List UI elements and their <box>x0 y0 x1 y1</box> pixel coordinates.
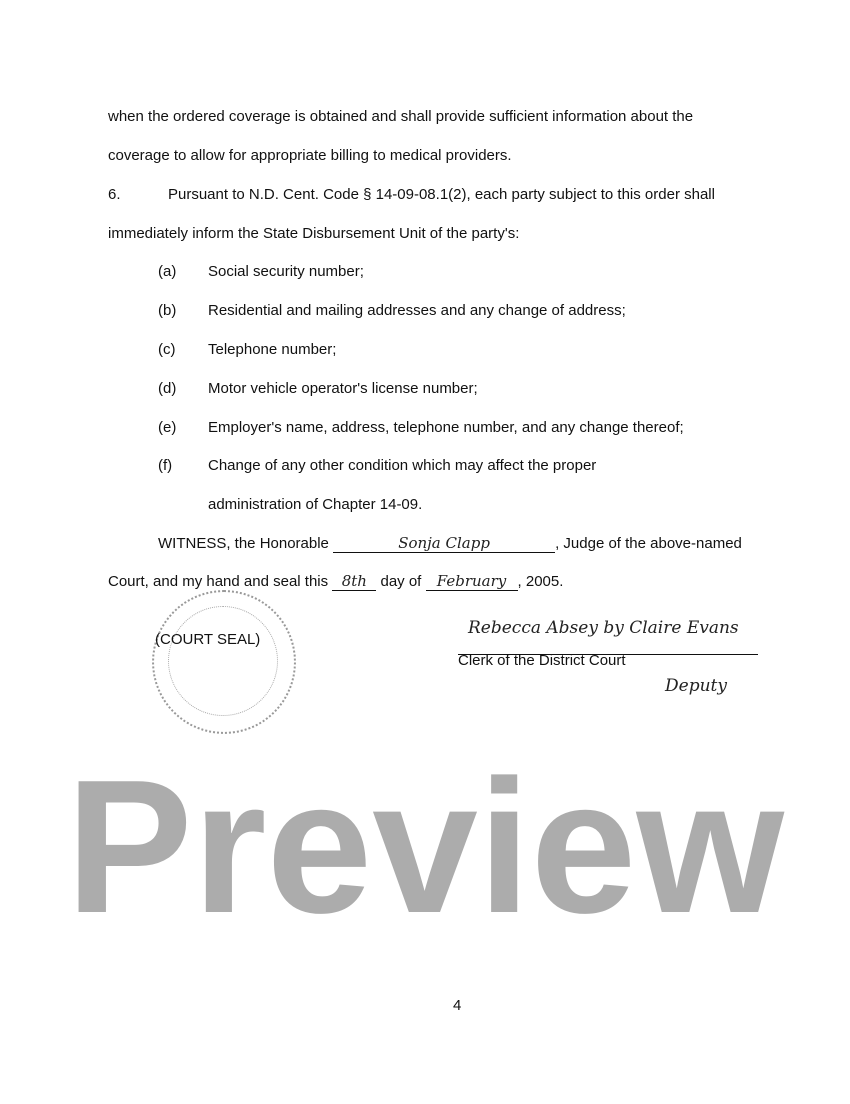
court-seal-stamp <box>152 590 296 734</box>
witness-line <box>158 534 742 553</box>
list-item-continuation: administration of Chapter 14-09. <box>208 496 423 513</box>
witness-suffix: , Judge of the above-named <box>555 535 742 552</box>
list-marker: (b) <box>158 302 177 319</box>
list-marker: (c) <box>158 341 176 358</box>
court-seal-label: (COURT SEAL) <box>155 631 261 648</box>
day-handwritten: 8th <box>332 572 376 591</box>
list-item: Telephone number; <box>208 341 337 358</box>
clerk-signature: Rebecca Absey by Claire Evans <box>468 618 739 638</box>
list-item: Residential and mailing addresses and any change of address; <box>208 302 626 319</box>
day-of-label: day of <box>380 573 422 590</box>
witness-prefix: WITNESS, the Honorable <box>158 535 329 552</box>
paragraph-line: coverage to allow for appropriate billing to medical providers. <box>108 147 512 164</box>
year: , 2005. <box>517 573 564 590</box>
list-marker: (d) <box>158 380 177 397</box>
judge-name-handwritten: Sonja Clapp <box>333 534 555 553</box>
paragraph-line: when the ordered coverage is obtained and shall provide sufficient information about the <box>108 108 694 125</box>
month-handwritten: February <box>426 572 518 591</box>
list-item: Change of any other condition which may affect the proper <box>208 457 597 474</box>
list-marker: (e) <box>158 419 177 436</box>
preview-watermark: Preview <box>65 741 785 953</box>
paragraph-line: immediately inform the State Disbursement Unit of the party's: <box>108 225 520 242</box>
clerk-title: Clerk of the District Court <box>458 652 626 669</box>
list-marker: (f) <box>158 457 173 474</box>
list-item: Motor vehicle operator's license number; <box>208 380 478 397</box>
page-number: 4 <box>453 997 462 1014</box>
witness-line2-prefix: Court, and my hand and seal this <box>108 573 329 590</box>
witness-line-2 <box>108 572 563 591</box>
paragraph-line: Pursuant to N.D. Cent. Code § 14-09-08.1(2), each party subject to this order shall <box>168 186 715 203</box>
deputy-handwritten: Deputy <box>665 676 727 696</box>
list-marker: (a) <box>158 263 177 280</box>
list-item: Employer's name, address, telephone number, and any change thereof; <box>208 419 684 436</box>
item-number: 6. <box>108 186 121 203</box>
list-item: Social security number; <box>208 263 364 280</box>
